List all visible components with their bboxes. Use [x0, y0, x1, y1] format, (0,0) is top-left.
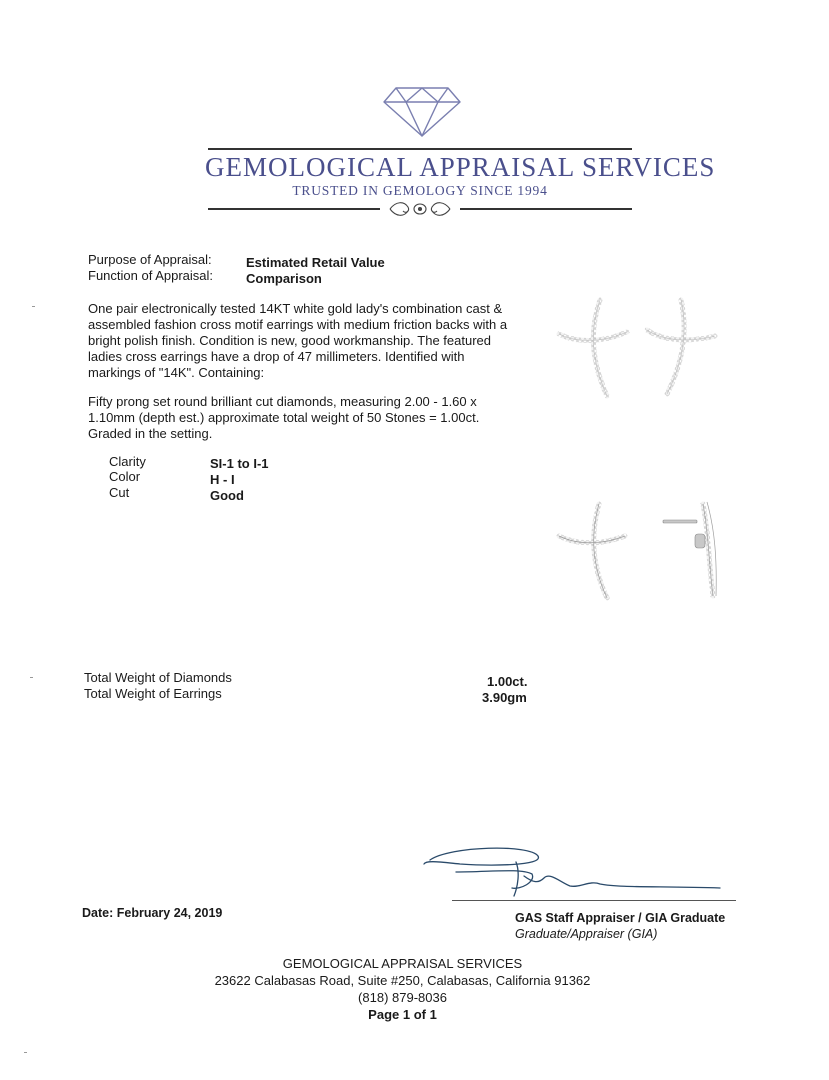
- footer-address: 23622 Calabasas Road, Suite #250, Calabasas, California 91362: [214, 973, 591, 988]
- purpose-label: Purpose of Appraisal:: [88, 252, 212, 267]
- clarity-label: Clarity: [109, 454, 146, 469]
- appraiser-subtitle: Graduate/Appraiser (GIA): [515, 927, 658, 941]
- title-rule-top: [208, 148, 632, 150]
- scroll-ornament-icon: [380, 199, 460, 219]
- scan-speck: [24, 1052, 27, 1053]
- diamond-logo-icon: [382, 86, 462, 138]
- divider-left: [208, 208, 380, 210]
- appraisal-date: Date: February 24, 2019: [82, 906, 223, 920]
- signature-image: [420, 842, 740, 902]
- purpose-value: Estimated Retail Value: [246, 255, 385, 270]
- page-number: Page 1 of 1: [368, 1007, 437, 1022]
- company-tagline: TRUSTED IN GEMOLOGY SINCE 1994: [292, 183, 548, 198]
- item-description: One pair electronically tested 14KT white gold lady's combination cast & assembled fashion cross motif earrings with medium friction backs with a bright polish finish. Condition is new, good workmanship. The featured ladies cross earrings have a drop of 47 millimeters. Identified with markings of "14K". Containing:: [88, 301, 508, 380]
- footer-company: GEMOLOGICAL APPRAISAL SERVICES: [282, 956, 523, 971]
- clarity-value: SI-1 to I-1: [210, 456, 269, 471]
- function-value: Comparison: [246, 271, 322, 286]
- total-diamond-weight-value: 1.00ct.: [487, 674, 528, 689]
- color-label: Color: [109, 469, 141, 484]
- function-label: Function of Appraisal:: [88, 268, 214, 283]
- total-diamond-weight-label: Total Weight of Diamonds: [84, 670, 232, 685]
- divider-right: [460, 208, 632, 210]
- signature-line: [452, 900, 736, 901]
- color-value: H - I: [210, 472, 235, 487]
- scan-speck: [32, 306, 35, 307]
- appraiser-title: GAS Staff Appraiser / GIA Graduate: [515, 911, 726, 925]
- diamond-description: Fifty prong set round brilliant cut diamonds, measuring 2.00 - 1.60 x 1.10mm (depth est.) approximate total weight of 50 Stones = 1.00ct. Graded in the setting.: [88, 394, 480, 441]
- earring-photo-front: [555, 296, 730, 406]
- footer-phone: (818) 879-8036: [358, 990, 447, 1005]
- total-earring-weight-value: 3.90gm: [482, 690, 527, 705]
- earring-photo-side: [555, 500, 730, 610]
- total-earring-weight-label: Total Weight of Earrings: [84, 686, 222, 701]
- company-title: GEMOLOGICAL APPRAISAL SERVICES: [205, 152, 716, 182]
- cut-label: Cut: [109, 485, 130, 500]
- scan-speck: [30, 677, 33, 678]
- cut-value: Good: [210, 488, 244, 503]
